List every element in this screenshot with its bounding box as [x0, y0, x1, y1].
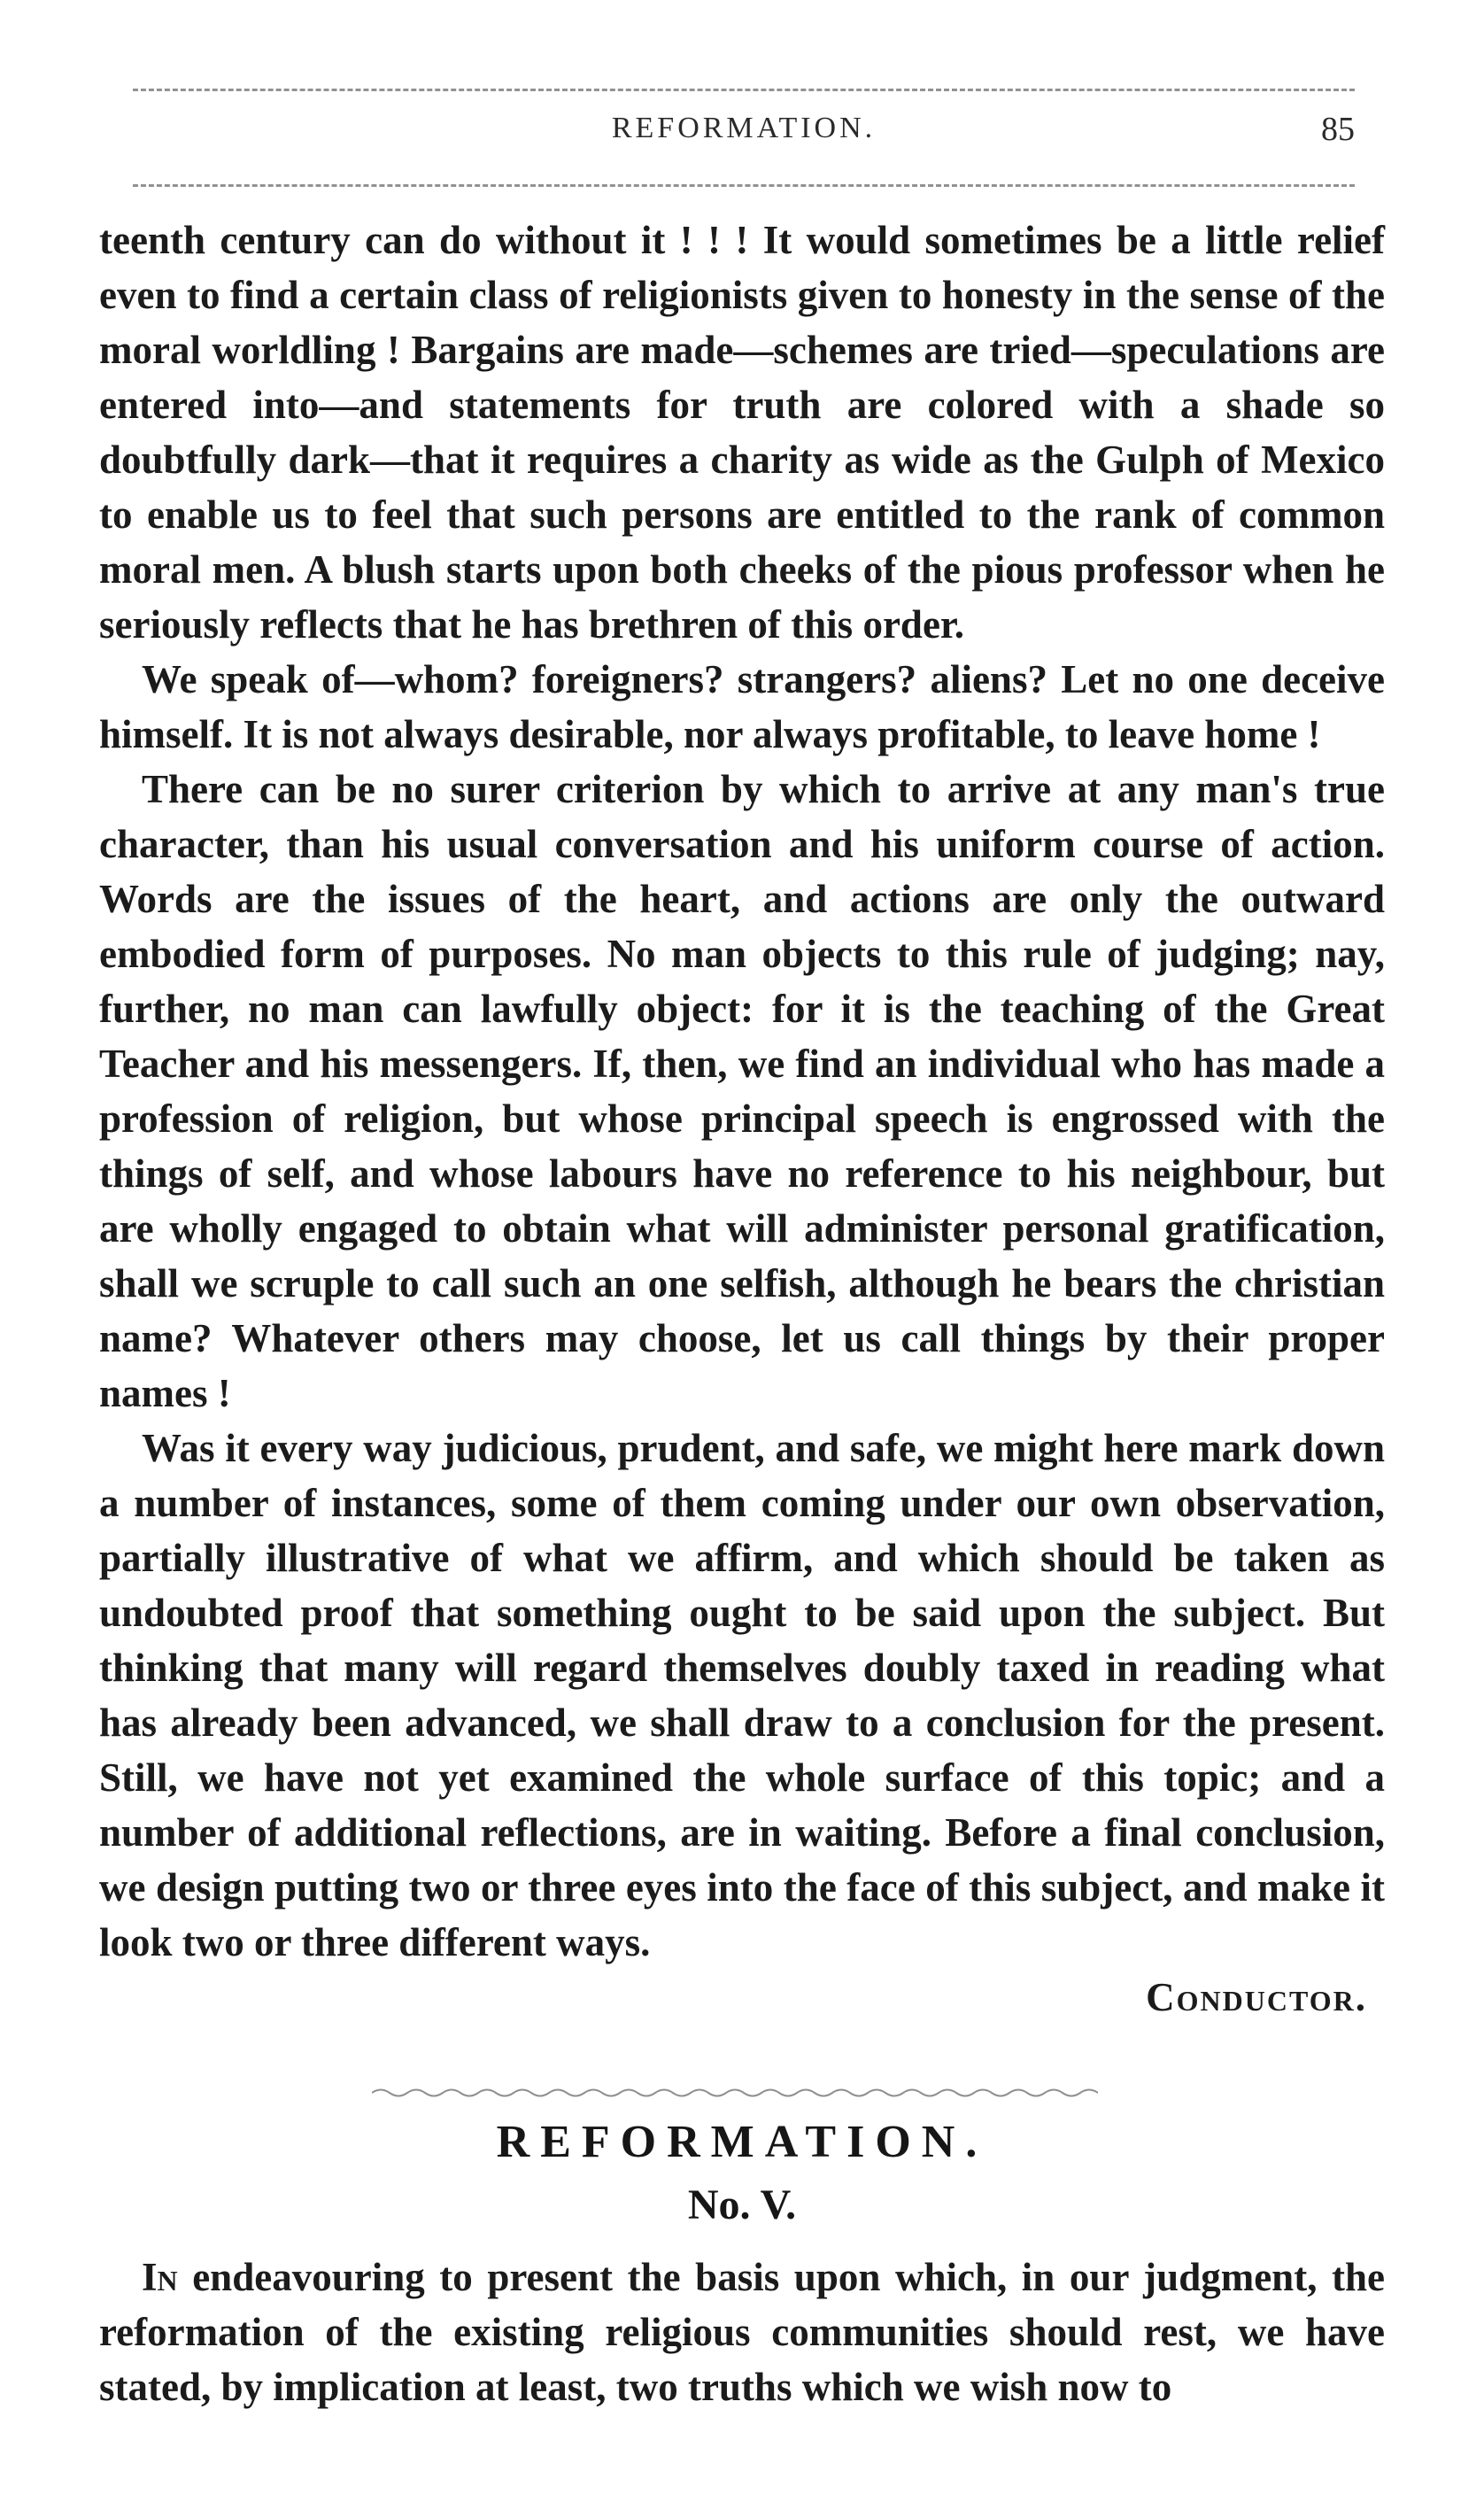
paragraph: teenth century can do without it ! ! ! It would sometimes be a little relief even to find a certain class of religionists given to honesty in the sense of the moral worldling ! Bargains are made—schemes are tried—speculations are entered into—and statements for truth are colored with a shade so doubtfully dark—that it requires a charity as wide as the Gulph of Mexico to enable us to feel that such persons are entitled to the rank of common moral men. A blush starts upon both cheeks of the pious professor when he seriously reflects that he has brethren of this order.: [99, 218, 1385, 647]
paragraph: There can be no surer criterion by which to arrive at any man's true character, than his usual conversation and his uniform course of action. Words are the issues of the heart, and actions are only the outward embodied form of purposes. No man objects to this rule of judging; nay, further, no man can lawfully object: for it is the teaching of the Great Teacher and his messengers. If, then, we find an individual who has made a profession of religion, but whose principal speech is engrossed with the things of self, and whose labours have no reference to his neighbour, but are wholly engaged to obtain what will administer personal gratification, shall we scruple to call such an one selfish, although he bears the christian name? Whatever others may choose, let us call things by their proper names !: [99, 767, 1385, 1415]
header-bottom-rule: [133, 184, 1355, 187]
author-signature: Conductor.: [1146, 1975, 1367, 2019]
opening-word: In: [142, 2255, 178, 2299]
page-number: 85: [1321, 111, 1355, 148]
article-body: [99, 2250, 1385, 2414]
continued-section: [99, 213, 1385, 2025]
paragraph: [99, 2250, 1385, 2414]
running-head: [133, 112, 1355, 165]
article-number: No. V.: [687, 2181, 797, 2228]
running-title: REFORMATION.: [611, 112, 877, 144]
article-title: REFORMATION.: [496, 2117, 988, 2167]
opening-text: endeavouring to present the basis upon which, in our judgment, the reformation of the existing religious communities should rest, we have stated, by implication at least, two truths which we wish now to: [99, 2255, 1386, 2409]
paragraph: We speak of—whom? foreigners? strangers? aliens? Let no one deceive himself. It is not always desirable, nor always profitable, to leave home !: [99, 657, 1385, 756]
signature-line: [99, 1970, 1385, 2025]
section-divider-ornament: [372, 2087, 1098, 2099]
paragraph: Was it every way judicious, prudent, and safe, we might here mark down a number of instances, some of them coming under our own observation, partially illustrative of what we affirm, and which should be taken as undoubted proof that something ought to be said upon the subject. But thinking that many will regard themselves doubly taxed in reading what has already been advanced, we shall draw to a conclusion for the present. Still, we have not yet examined the whole surface of this topic; and a number of additional reflections, are in waiting. Before a final conclusion, we design putting two or three eyes into the face of this subject, and make it look two or three different ways.: [99, 1426, 1385, 1964]
header-top-rule: [133, 89, 1355, 91]
